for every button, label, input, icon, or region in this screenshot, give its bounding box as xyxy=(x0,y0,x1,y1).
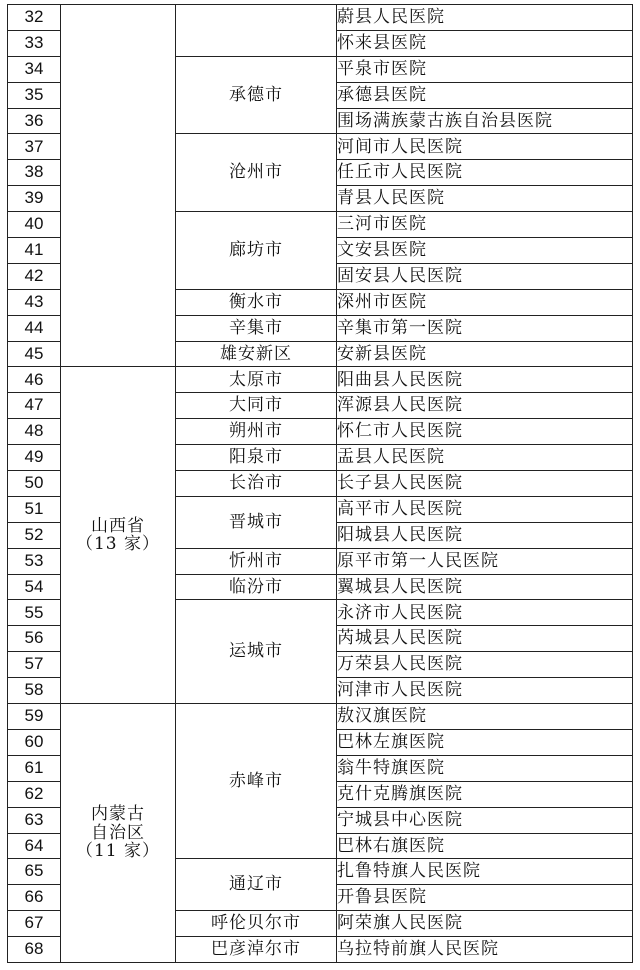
row-number: 35 xyxy=(8,82,61,108)
row-number: 53 xyxy=(8,548,61,574)
hospital-name: 长子县人民医院 xyxy=(337,471,633,497)
hospital-name: 阳城县人民医院 xyxy=(337,522,633,548)
hospital-name: 辛集市第一医院 xyxy=(337,315,633,341)
hospital-name: 翼城县人民医院 xyxy=(337,574,633,600)
province-count: （11 家） xyxy=(75,841,161,862)
hospital-name: 浑源县人民医院 xyxy=(337,393,633,419)
hospital-name: 盂县人民医院 xyxy=(337,445,633,471)
row-number: 44 xyxy=(8,315,61,341)
province-cell xyxy=(61,367,176,704)
hospital-name: 河间市人民医院 xyxy=(337,134,633,160)
hospital-name: 高平市人民医院 xyxy=(337,496,633,522)
hospital-name: 永济市人民医院 xyxy=(337,600,633,626)
hospital-name: 文安县医院 xyxy=(337,238,633,264)
city-cell: 大同市 xyxy=(176,393,337,419)
row-number: 43 xyxy=(8,289,61,315)
hospital-name: 蔚县人民医院 xyxy=(337,5,633,31)
row-number: 38 xyxy=(8,160,61,186)
province-name: 内蒙古 xyxy=(91,803,145,824)
row-number: 62 xyxy=(8,781,61,807)
hospital-name: 深州市医院 xyxy=(337,289,633,315)
hospital-name: 巴林右旗医院 xyxy=(337,833,633,859)
city-cell: 衡水市 xyxy=(176,289,337,315)
city-cell: 通辽市 xyxy=(176,859,337,911)
hospital-name: 克什克腾旗医院 xyxy=(337,781,633,807)
hospital-name: 阿荣旗人民医院 xyxy=(337,911,633,937)
hospital-name: 河津市人民医院 xyxy=(337,678,633,704)
row-number: 52 xyxy=(8,522,61,548)
city-cell: 临汾市 xyxy=(176,574,337,600)
hospital-name: 三河市医院 xyxy=(337,212,633,238)
hospital-name: 围场满族蒙古族自治县医院 xyxy=(337,108,633,134)
hospital-name: 阳曲县人民医院 xyxy=(337,367,633,393)
row-number: 33 xyxy=(8,30,61,56)
city-cell: 太原市 xyxy=(176,367,337,393)
province-count: （13 家） xyxy=(75,534,161,555)
hospital-name: 任丘市人民医院 xyxy=(337,160,633,186)
hospital-name: 承德县医院 xyxy=(337,82,633,108)
province-name: 山西省 xyxy=(91,515,145,536)
hospital-name: 怀仁市人民医院 xyxy=(337,419,633,445)
row-number: 41 xyxy=(8,238,61,264)
row-number: 65 xyxy=(8,859,61,885)
city-cell: 雄安新区 xyxy=(176,341,337,367)
row-number: 51 xyxy=(8,496,61,522)
city-cell: 沧州市 xyxy=(176,134,337,212)
table-row xyxy=(8,367,633,393)
row-number: 37 xyxy=(8,134,61,160)
row-number: 55 xyxy=(8,600,61,626)
city-cell: 晋城市 xyxy=(176,496,337,548)
province-cell xyxy=(61,5,176,367)
province-cell xyxy=(61,704,176,963)
city-cell: 廊坊市 xyxy=(176,212,337,290)
row-number: 60 xyxy=(8,729,61,755)
hospital-name: 翁牛特旗医院 xyxy=(337,755,633,781)
hospital-name: 巴林左旗医院 xyxy=(337,729,633,755)
table-row xyxy=(8,704,633,730)
row-number: 46 xyxy=(8,367,61,393)
hospital-name: 原平市第一人民医院 xyxy=(337,548,633,574)
hospital-name: 青县人民医院 xyxy=(337,186,633,212)
hospital-name: 万荣县人民医院 xyxy=(337,652,633,678)
row-number: 61 xyxy=(8,755,61,781)
hospital-table xyxy=(7,4,633,963)
row-number: 58 xyxy=(8,678,61,704)
row-number: 48 xyxy=(8,419,61,445)
city-cell: 赤峰市 xyxy=(176,704,337,859)
hospital-name: 芮城县人民医院 xyxy=(337,626,633,652)
row-number: 49 xyxy=(8,445,61,471)
hospital-name: 开鲁县医院 xyxy=(337,885,633,911)
hospital-name: 敖汉旗医院 xyxy=(337,704,633,730)
row-number: 56 xyxy=(8,626,61,652)
row-number: 39 xyxy=(8,186,61,212)
hospital-name: 宁城县中心医院 xyxy=(337,807,633,833)
row-number: 36 xyxy=(8,108,61,134)
row-number: 32 xyxy=(8,5,61,31)
province-name: 自治区 xyxy=(91,822,145,843)
row-number: 54 xyxy=(8,574,61,600)
city-cell: 阳泉市 xyxy=(176,445,337,471)
city-cell: 运城市 xyxy=(176,600,337,704)
hospital-name: 平泉市医院 xyxy=(337,56,633,82)
row-number: 63 xyxy=(8,807,61,833)
city-cell: 巴彦淖尔市 xyxy=(176,937,337,963)
city-cell: 长治市 xyxy=(176,471,337,497)
city-cell: 承德市 xyxy=(176,56,337,134)
row-number: 45 xyxy=(8,341,61,367)
row-number: 64 xyxy=(8,833,61,859)
row-number: 40 xyxy=(8,212,61,238)
city-cell: 朔州市 xyxy=(176,419,337,445)
city-cell: 辛集市 xyxy=(176,315,337,341)
row-number: 47 xyxy=(8,393,61,419)
row-number: 66 xyxy=(8,885,61,911)
row-number: 59 xyxy=(8,704,61,730)
hospital-name: 扎鲁特旗人民医院 xyxy=(337,859,633,885)
row-number: 68 xyxy=(8,937,61,963)
row-number: 34 xyxy=(8,56,61,82)
hospital-name: 安新县医院 xyxy=(337,341,633,367)
city-cell xyxy=(176,5,337,57)
row-number: 42 xyxy=(8,263,61,289)
hospital-name: 乌拉特前旗人民医院 xyxy=(337,937,633,963)
row-number: 57 xyxy=(8,652,61,678)
table-row xyxy=(8,5,633,31)
row-number: 67 xyxy=(8,911,61,937)
hospital-name: 怀来县医院 xyxy=(337,30,633,56)
city-cell: 忻州市 xyxy=(176,548,337,574)
hospital-name: 固安县人民医院 xyxy=(337,263,633,289)
city-cell: 呼伦贝尔市 xyxy=(176,911,337,937)
row-number: 50 xyxy=(8,471,61,497)
